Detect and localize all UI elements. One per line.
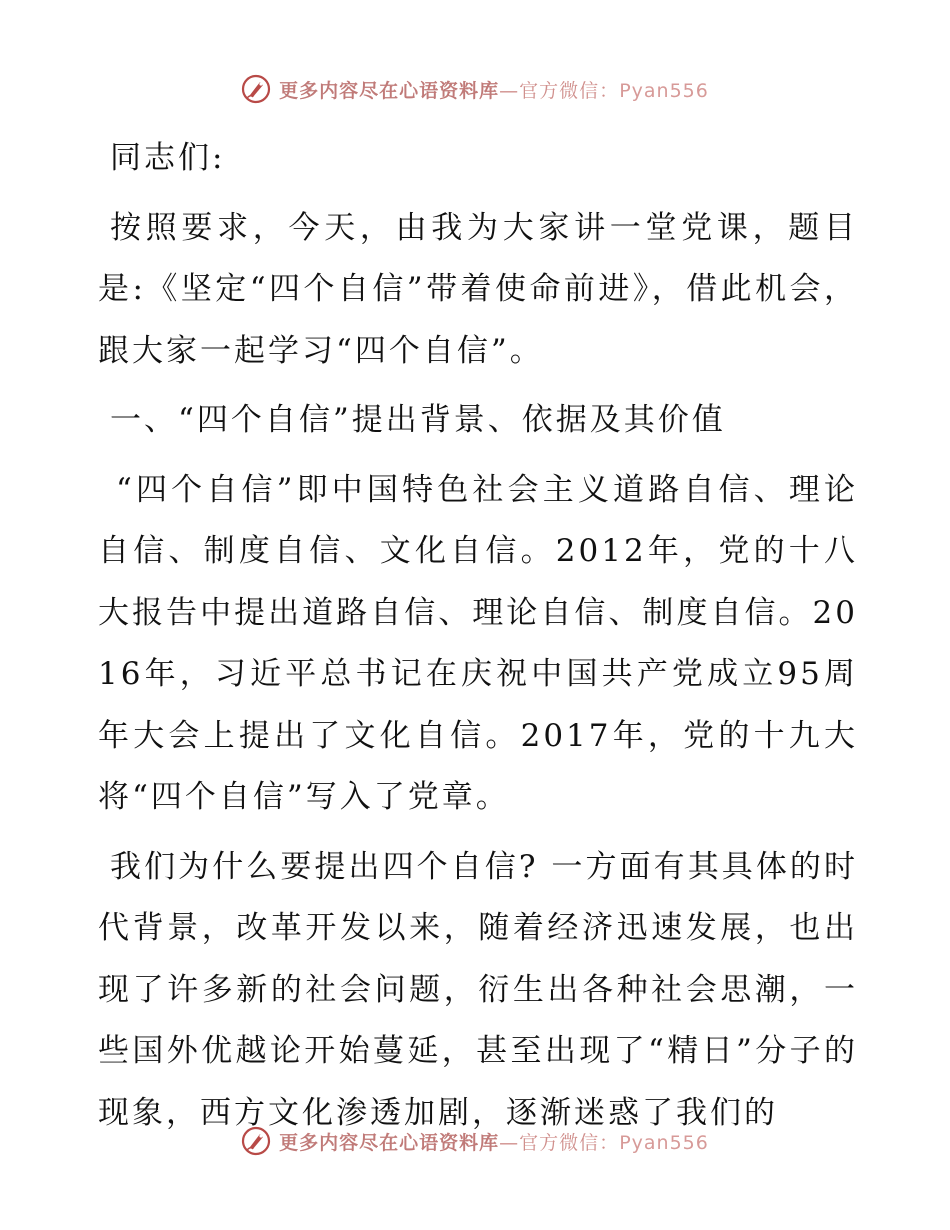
- footer-banner-sub: —官方微信：: [499, 1131, 620, 1154]
- header-banner-text: [279, 76, 709, 103]
- paragraph-background: 我们为什么要提出四个自信? 一方面有其具体的时代背景，改革开发以来，随着经济迅速发展，也出现了许多新的社会问题，衍生出各种社会思潮，一些国外优越论开始蔓延，甚至出现了“精日”分子的现象，西方文化渗透加剧，逐渐迷惑了我们的: [98, 848, 858, 1131]
- header-banner-sub: —官方微信：: [499, 79, 620, 102]
- salutation: 同志们:: [110, 140, 226, 176]
- footer-banner-wechat-id: Pyan556: [619, 1131, 709, 1154]
- footer-banner-main: 更多内容尽在心语资料库: [279, 1131, 500, 1154]
- pen-nib-logo-icon: [241, 74, 271, 104]
- header-banner-wechat-id: Pyan556: [619, 79, 709, 102]
- header-banner: [0, 72, 950, 106]
- document-body: [98, 128, 858, 1144]
- header-banner-main: 更多内容尽在心语资料库: [279, 79, 500, 102]
- paragraph-definition: “四个自信”即中国特色社会主义道路自信、理论自信、制度自信、文化自信。2012年，党的十八大报告中提出道路自信、理论自信、制度自信。2016年，习近平总书记在庆祝中国共产党成立95周年大会上提出了文化自信。2017年，党的十九大将“四个自信”写入了党章。: [98, 471, 858, 815]
- pen-nib-logo-icon: [241, 1126, 271, 1156]
- paragraph-intro: 按照要求，今天，由我为大家讲一堂党课，题目是:《坚定“四个自信”带着使命前进》，借此机会，跟大家一起学习“四个自信”。: [98, 209, 858, 369]
- section-heading-1: 一、“四个自信”提出背景、依据及其价值: [110, 402, 726, 438]
- footer-banner-text: [279, 1128, 709, 1155]
- footer-banner: [0, 1124, 950, 1158]
